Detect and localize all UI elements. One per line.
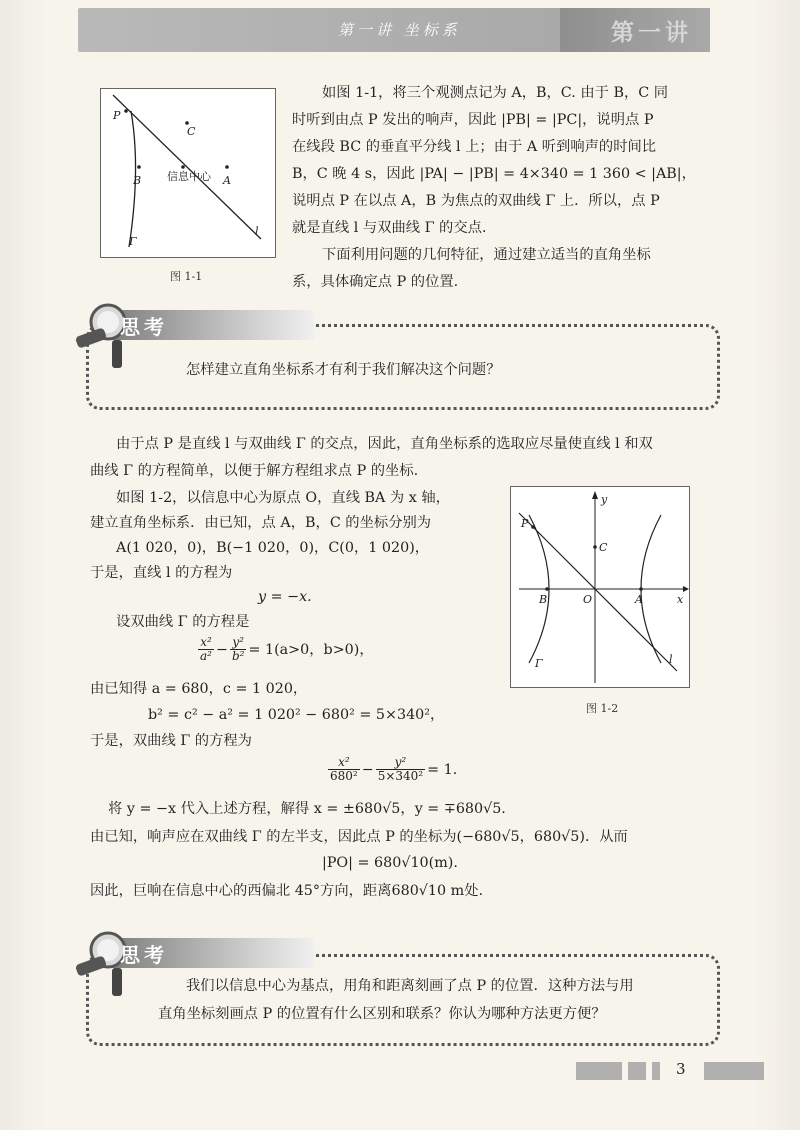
intro-line-3: 在线段 BC 的垂直平分线 l 上；由于 A 听到响声的时间比 <box>292 139 657 155</box>
label-x: x <box>677 593 684 606</box>
page-number: 3 <box>676 1060 686 1078</box>
footer-bar-3 <box>652 1062 660 1080</box>
figure-1-1 <box>100 88 276 258</box>
intro-line-7: 下面利用问题的几何特征，通过建立适当的直角坐标 <box>322 247 651 263</box>
point-b-2 <box>545 587 549 591</box>
point-center <box>181 165 185 169</box>
header-chapter: 第一讲 <box>611 19 692 46</box>
label-o: O <box>583 593 593 606</box>
body-line-6: 于是，直线 l 的方程为 <box>90 565 233 581</box>
label-gamma-2: Γ <box>535 657 543 670</box>
header-chapter-tab <box>560 8 710 52</box>
think-text-1: 怎样建立直角坐标系才有利于我们解决这个问题？ <box>186 362 501 378</box>
label-p-2: P <box>521 517 529 530</box>
think-label-1: 思考 <box>120 315 168 339</box>
eq1-den-1: a² <box>200 649 212 663</box>
think-text-2-line-1: 我们以信息中心为基点，用角和距离刻画了点 P 的位置．这种方法与用 <box>186 978 634 994</box>
intro-line-4: B，C 晚 4 s，因此 |PA| − |PB| = 4×340 = 1 360 < |AB|， <box>292 166 696 182</box>
body-line-11: 于是，双曲线 Γ 的方程为 <box>90 733 252 749</box>
think-label-2: 思考 <box>120 943 168 967</box>
eq1-den-2: b² <box>231 649 245 663</box>
eq2-num-1: x² <box>328 756 360 770</box>
body-line-12: 将 y = −x 代入上述方程，解得 x = ±680√5，y = ∓680√5. <box>108 801 506 817</box>
body-line-9: 由已知得 a = 680，c = 1 020， <box>90 681 308 697</box>
label-a: A <box>223 174 231 187</box>
eq2-den-1: 680² <box>330 769 358 783</box>
body-line-2: 曲线 Γ 的方程简单，以便于解方程组求点 P 的坐标. <box>90 463 419 479</box>
label-a-2: A <box>635 593 643 606</box>
figure-1-2 <box>510 486 690 688</box>
figure-1-2-caption: 图 1-2 <box>586 702 619 715</box>
body-line-1: 由于点 P 是直线 l 与双曲线 Γ 的交点，因此，直角坐标系的选取应尽量使直线 l 和双 <box>116 436 653 452</box>
label-b-2: B <box>539 593 548 606</box>
label-gamma: Γ <box>129 235 137 248</box>
body-line-13: 由已知，响声应在双曲线 Γ 的左半支，因此点 P 的坐标为(−680√5，680√5)．从而 <box>90 829 628 845</box>
label-c: C <box>187 125 196 138</box>
label-p: P <box>113 109 121 122</box>
label-center: 信息中心 <box>167 170 211 183</box>
footer-bar-1 <box>576 1062 622 1080</box>
eq2-tail: = 1. <box>427 761 458 778</box>
intro-line-8: 系，具体确定点 P 的位置. <box>292 274 459 290</box>
intro-line-2: 时听到由点 P 发出的响声，因此 |PB| = |PC|，说明点 P <box>292 112 654 128</box>
body-line-4: 建立直角坐标系．由已知，点 A，B，C 的坐标分别为 <box>90 515 432 531</box>
point-p-2 <box>531 525 535 529</box>
body-line-8: 设双曲线 Γ 的方程是 <box>116 614 250 630</box>
equation-2: $\frac{\text{x²}}{\text{680²}}$ − $\frac{\text{y²}}{\text{5×340²}}$ = 1. <box>330 755 458 783</box>
body-line-15: 因此，巨响在信息中心的西偏北 45°方向，距离680√10 m处. <box>90 883 484 899</box>
point-a-2 <box>639 587 643 591</box>
label-l-2: l <box>669 653 673 666</box>
label-l: l <box>255 225 259 238</box>
eq2-num-2: y² <box>376 756 425 770</box>
label-b: B <box>133 174 142 187</box>
body-line-10: b² = c² − a² = 1 020² − 680² = 5×340²， <box>148 707 445 723</box>
intro-line-6: 就是直线 l 与双曲线 Γ 的交点. <box>292 220 487 236</box>
point-c-2 <box>593 545 597 549</box>
body-line-3: 如图 1-2，以信息中心为原点 O，直线 BA 为 x 轴， <box>116 490 450 506</box>
eq1-num-2: y² <box>230 636 247 650</box>
label-y: y <box>601 493 608 506</box>
body-line-7: y = −x. <box>258 589 312 605</box>
eq1-num-1: x² <box>198 636 214 650</box>
intro-line-5: 说明点 P 在以点 A，B 为焦点的双曲线 Γ 上．所以，点 P <box>292 193 660 209</box>
header-title: 第一讲 坐标系 <box>338 21 461 39</box>
body-line-14: |PO| = 680√10(m). <box>322 855 458 871</box>
label-c-2: C <box>599 541 608 554</box>
eq1-tail: = 1(a>0，b>0)， <box>248 641 374 658</box>
intro-line-1: 如图 1-1，将三个观测点记为 A，B，C. 由于 B，C 同 <box>322 85 669 101</box>
think-text-2-line-2: 直角坐标刻画点 P 的位置有什么区别和联系？你认为哪种方法更方便？ <box>158 1006 606 1022</box>
point-a <box>225 165 229 169</box>
footer-bar-2 <box>628 1062 646 1080</box>
equation-1: $\frac{\text{x²}}{\text{a²}}$ − $\frac{\text{y²}}{\text{b²}}$ = 1(a>0，b>0)， <box>200 635 374 663</box>
eq2-den-2: 5×340² <box>377 769 424 783</box>
point-b <box>137 165 141 169</box>
point-p <box>124 109 128 113</box>
body-line-5: A(1 020，0)，B(−1 020，0)，C(0，1 020)， <box>116 540 430 556</box>
figure-1-1-caption: 图 1-1 <box>170 270 203 283</box>
footer-bar-4 <box>704 1062 764 1080</box>
